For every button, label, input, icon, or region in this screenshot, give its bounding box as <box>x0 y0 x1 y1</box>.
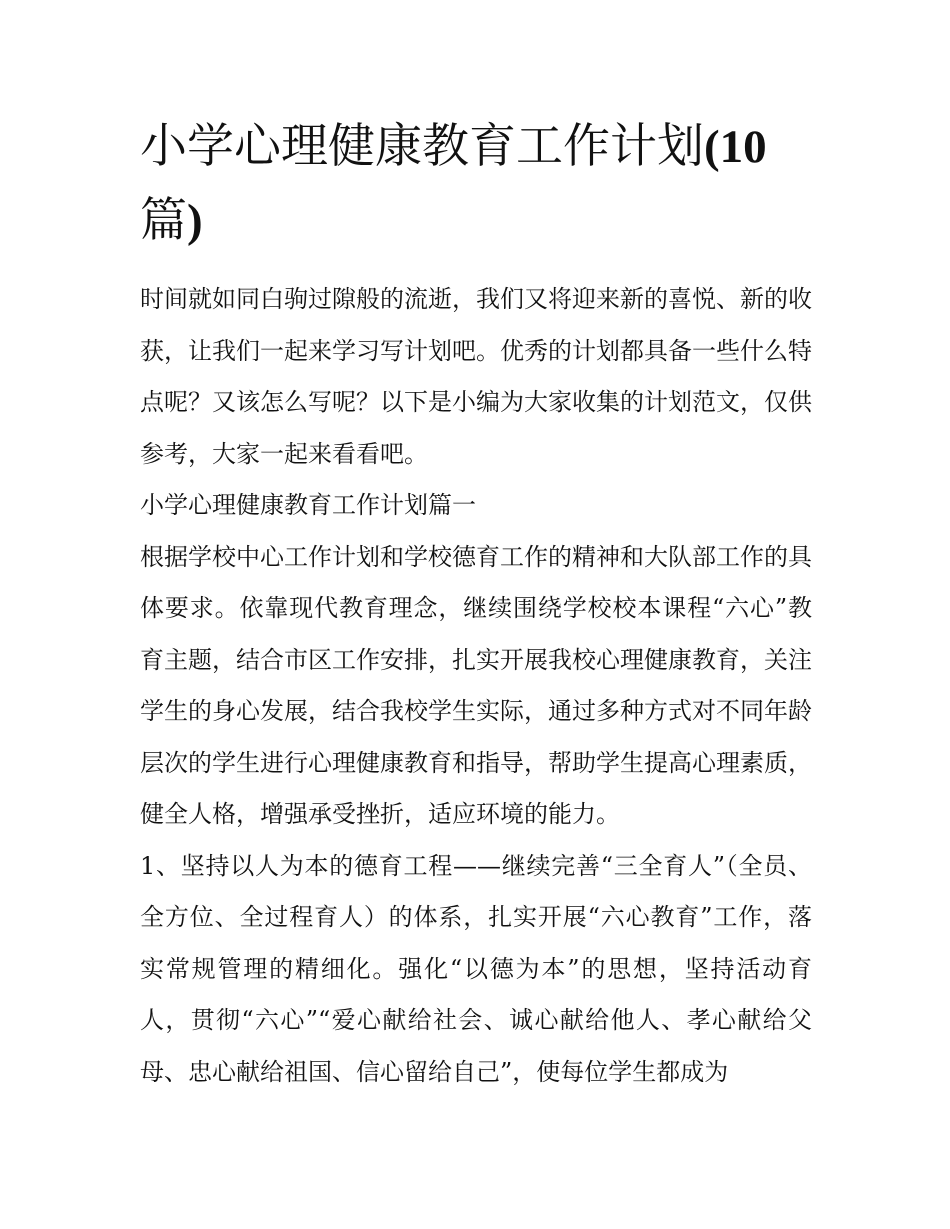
title-main: 小学心理健康教育工作计划 <box>140 119 704 174</box>
section-heading: 小学心理健康教育工作计划篇一 <box>140 491 476 519</box>
section-body-paragraph: 根据学校中心工作计划和学校德育工作的精神和大队部工作的具体要求。依靠现代教育理念，继续围绕学校校本课程“六心”教育主题，结合市区工作安排，扎实开展我校心理健康教育，关注学生的身心发展，结合我校学生实际，通过多种方式对不同年龄层次的学生进行心理健康教育和指导，帮助学生提高心理素质，健全人格，增强承受挫折，适应环境的能力。 <box>140 542 812 828</box>
title-count-word: 篇 <box>140 193 187 248</box>
title-count-open: (10 <box>704 121 767 173</box>
intro-paragraph: 时间就如同白驹过隙般的流逝，我们又将迎来新的喜悦、新的收获，让我们一起来学习写计划吧。优秀的计划都具备一些什么特点呢？又该怎么写呢？以下是小编为大家收集的计划范文，仅供参考，大家一起来看看吧。 <box>140 285 812 468</box>
document-page <box>140 110 812 1098</box>
title-count-close: ) <box>187 195 203 247</box>
document-title <box>140 110 812 258</box>
item-1-paragraph: 1、坚持以人为本的德育工程——继续完善“三全育人”（全员、全方位、全过程育人）的体系，扎实开展“六心教育”工作，落实常规管理的精细化。强化“以德为本”的思想，坚持活动育人，贯彻“六心”“爱心献给社会、诚心献给他人、孝心献给父母、忠心献给祖国、信心留给自己”，使每位学生都成为 <box>140 851 812 1086</box>
